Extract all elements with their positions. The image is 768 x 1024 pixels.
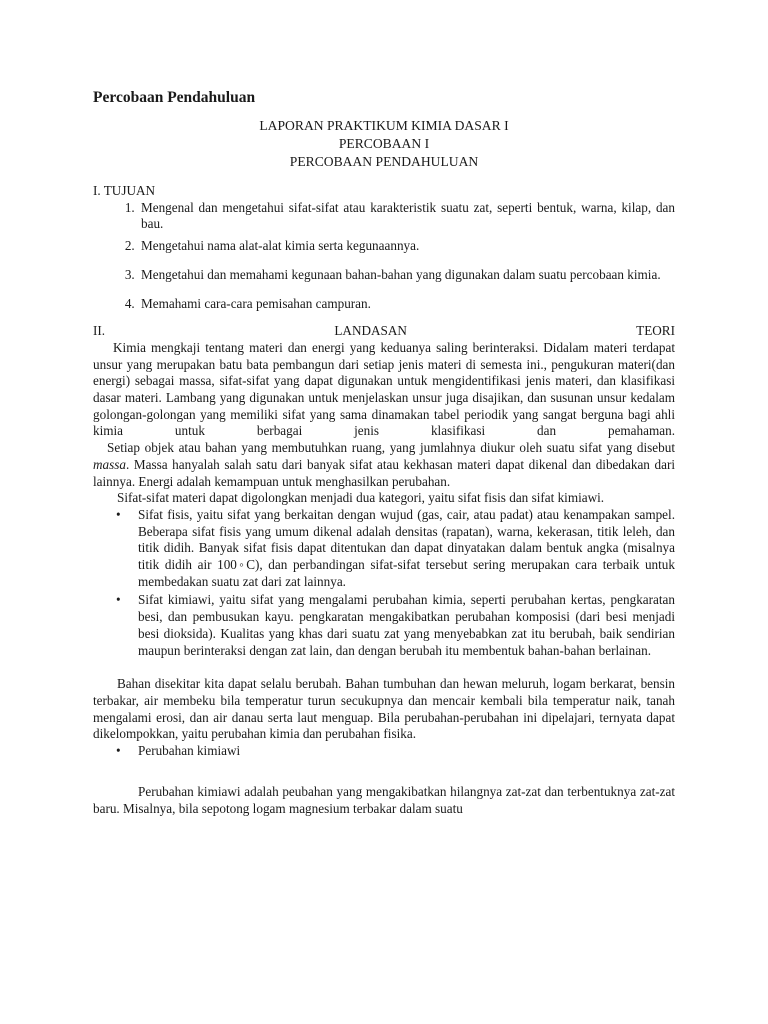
paragraph-massa-text-a: Setiap objek atau bahan yang membutuhkan ruang, yang jumlahnya diukur oleh suatu sifat yang disebut — [107, 440, 675, 456]
bullet-sifat-kimiawi: • Sifat kimiawi, yaitu sifat yang mengalami perubahan kimia, seperti perubahan kertas, pengkaratan besi, dan pembusukan kayu. pengkaratan mengakibatkan perubahan komposisi (dari besi menjadi besi dioksida). Kualitas yang khas dari suatu zat yang menyebabkan zat itu berubah, baik sendirian maupun berinteraksi dengan zat lain, dan dengan berubah itu membentuk bahan-bahan berlainan. — [138, 592, 675, 659]
header-line-report: LAPORAN PRAKTIKUM KIMIA DASAR I — [259, 118, 509, 133]
report-header — [93, 117, 675, 171]
header-line-experiment-title: PERCOBAAN PENDAHULUAN — [289, 154, 479, 169]
paragraph-kimia: Kimia mengkaji tentang materi dan energi yang keduanya saling berinteraksi. Didalam materi terdapat unsur yang merupakan batu bata pembangun dari setiap jenis materi di semesta ini., pengukuran materi(dan energi) sebagai massa, sifat-sifat yang dapat digunakan untuk mengidentifikasi jenis materi, dan klasifikasi dasar materi. Lambang yang digunakan untuk menjelaskan unsur juga disajikan, dan susunan unsur kedalam golongan-golongan yang memiliki sifat yang sama dinamakan tabel periodik yang sangat berguna bagi ahli kimia untuk berbagai jenis klasifikasi dan pemahaman. — [93, 339, 675, 439]
paragraph-sifat-materi: Sifat-sifat materi dapat digolongkan menjadi dua kategori, yaitu sifat fisis dan sifat kimiawi. — [117, 490, 605, 506]
tujuan-item: 3. Mengetahui dan memahami kegunaan bahan-bahan yang digunakan dalam suatu percobaan kimia. — [138, 267, 675, 284]
document-title: Percobaan Pendahuluan — [93, 89, 256, 106]
tujuan-item: 4. Memahami cara-cara pemisahan campuran. — [138, 296, 675, 313]
tujuan-item: 1. Mengenal dan mengetahui sifat-sifat atau karakteristik suatu zat, seperti bentuk, warna, kilap, dan bau. — [138, 200, 675, 233]
tujuan-list — [93, 200, 675, 313]
sifat-bullet-list — [93, 507, 675, 659]
section-heading-tujuan: I. TUJUAN — [93, 183, 156, 198]
bullet-sifat-fisis: • Sifat fisis, yaitu sifat yang berkaitan dengan wujud (gas, cair, atau padat) atau kenampakan sampel. Beberapa sifat fisis yang umum dikenal adalah densitas (rapatan), warna, kekerasan, titik leleh, dan titik didih. Banyak sifat fisis dapat ditentukan dan dapat dinyatakan dalam bentuk angka (misalnya titik didih air 100◦C), dan perbandingan sifat-sifat tersebut sering merupakan cara terbaik untuk membedakan suatu zat dari zat lainnya. — [138, 507, 675, 591]
header-line-experiment-number: PERCOBAAN I — [338, 136, 430, 151]
paragraph-perubahan-kimiawi: Perubahan kimiawi adalah peubahan yang mengakibatkan hilangnya zat-zat dan terbentuknya zat-zat baru. Misalnya, bila sepotong logam magnesium terbakar dalam suatu — [93, 783, 675, 816]
section-heading-landasan-teori — [93, 323, 675, 340]
document-page — [93, 88, 675, 817]
emphasis-massa: massa — [93, 456, 126, 472]
bullet-perubahan-kimiawi: • Perubahan kimiawi — [138, 743, 675, 760]
paragraph-massa — [93, 440, 675, 490]
section-number: II. — [93, 323, 106, 339]
section-heading-word-teori: TEORI — [636, 323, 675, 339]
perubahan-bullet-list — [93, 743, 675, 760]
tujuan-item: 2. Mengetahui nama alat-alat kimia serta kegunaannya. — [138, 238, 675, 255]
paragraph-massa-text-b: . Massa hanyalah salah satu dari banyak sifat atau kekhasan materi dapat dikenal dan dibedakan dari lainnya. Energi adalah kemampuan untuk menghasilkan perubahan. — [93, 456, 675, 489]
section-heading-word-landasan: LANDASAN — [334, 323, 407, 339]
paragraph-perubahan: Bahan disekitar kita dapat selalu berubah. Bahan tumbuhan dan hewan meluruh, logam berkarat, bensin terbakar, air membeku bila temperatur turun secukupnya dan mencair kembali bila temperatur naik, tanah mengalami erosi, dan air danau serta laut menguap. Bila perubahan-perubahan ini dipelajari, ternyata dapat dikelompokkan, yaitu perubahan kimia dan perubahan fisika. — [93, 676, 675, 742]
